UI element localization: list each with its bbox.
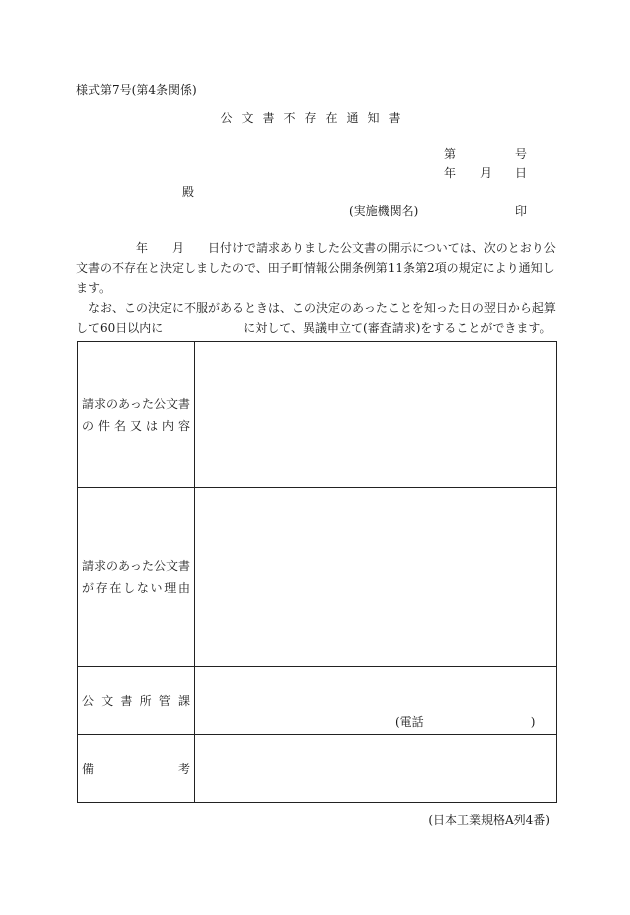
decision-year-label: 年 [136,241,149,255]
addressee-suffix: 殿 [182,185,195,199]
paper-size-note: (日本工業規格A列4番) [428,813,550,827]
table-row-department [78,667,557,735]
table-row-subject [78,342,557,488]
remarks-value-cell[interactable] [195,735,557,803]
form-number: 様式第7号(第4条関係) [76,83,197,97]
notice-table [77,341,557,803]
decision-month-label: 月 [172,241,185,255]
remarks-label-right: 考 [177,761,190,776]
date-month-label: 月 [480,166,493,180]
appeal-text-end: に対して、異議申立て(審査請求)をすることができます。 [243,321,552,335]
department-value-cell[interactable] [195,667,557,735]
phone-close-paren: ) [530,715,536,729]
appeal-text-start: なお、この決定に不服があるときは、この決定のあったことを知った日の翌日から起算して60日以内に [76,301,556,335]
seal-mark: 印 [515,204,528,218]
phone-label: (電話 [395,715,424,729]
reason-label-cell [78,488,195,667]
reason-label-line1: 請求のあった公文書 [82,559,190,573]
document-title: 公文書不存在通知書 [220,111,410,125]
phone-field [395,713,535,730]
paragraph-decision [76,238,560,298]
document-no-prefix: 第 [444,147,457,161]
paragraph-appeal [76,298,560,338]
reason-value-cell[interactable] [195,488,557,667]
department-label: 公文書所管課 [82,693,190,708]
subject-label-cell [78,342,195,488]
date-day-label: 日 [515,166,528,180]
decision-text: 日付けで請求ありました公文書の開示については、次のとおり公文書の不存在と決定しましたので、田子町情報公開条例第11条第2項の規定により通知します。 [76,241,556,295]
document-no-suffix: 号 [515,147,528,161]
department-label-cell [78,667,195,735]
subject-label-line2: の件名又は内容 [82,418,190,433]
remarks-label-left: 備 [82,761,95,776]
remarks-label-cell [78,735,195,803]
reason-label-line2: が存在しない理由 [82,581,190,595]
table-row-reason [78,488,557,667]
subject-value-cell[interactable] [195,342,557,488]
agency-name-label: (実施機関名) [349,204,419,218]
subject-label-line1: 請求のあった公文書 [82,396,190,411]
table-row-remarks [78,735,557,803]
date-year-label: 年 [444,166,457,180]
